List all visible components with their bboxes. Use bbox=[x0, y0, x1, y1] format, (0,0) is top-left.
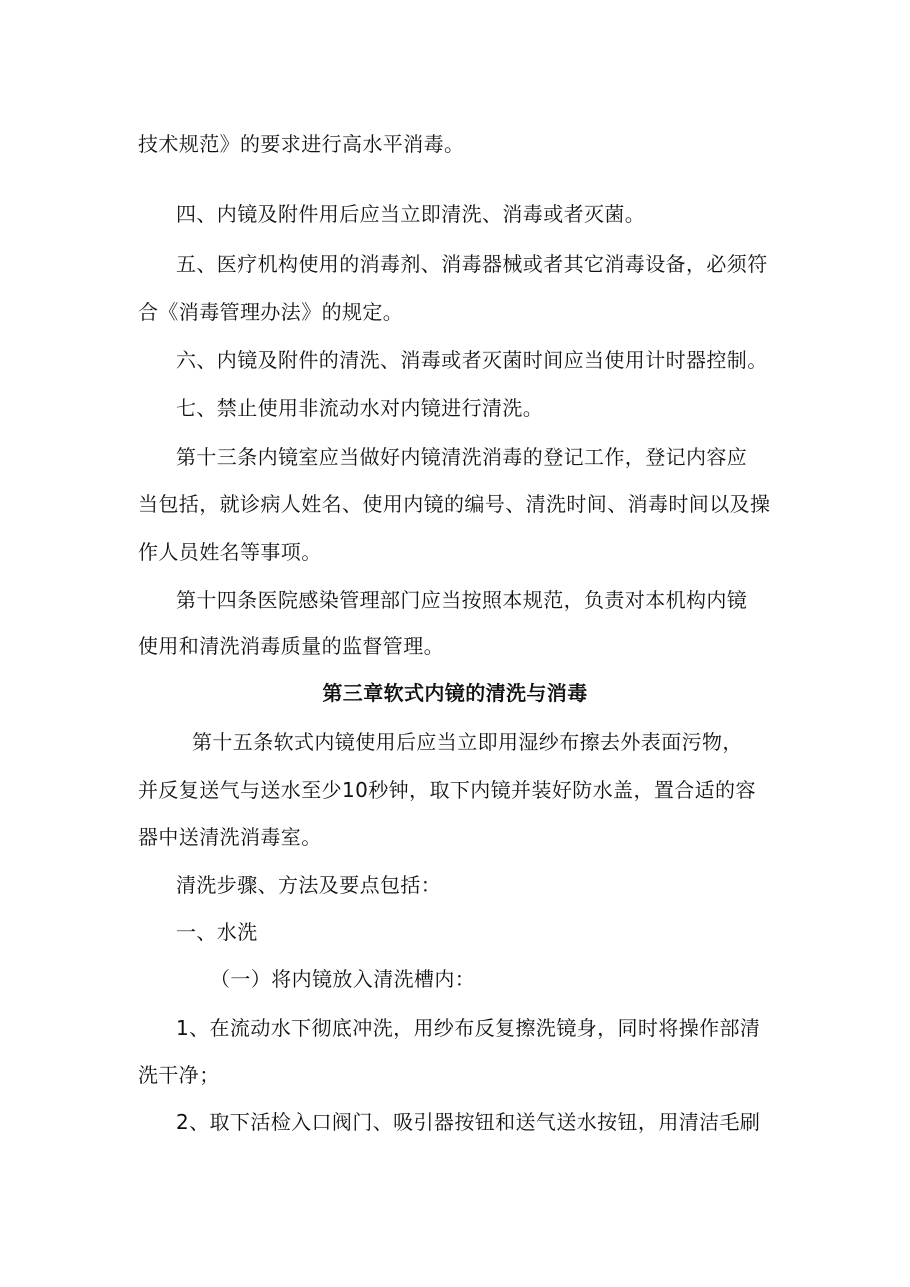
chapter-heading: 第三章软式内镜的清洗与消毒 bbox=[322, 681, 588, 705]
paragraph-line: 七、禁止使用非流动水对内镜进行清洗。 bbox=[176, 396, 544, 420]
paragraph-line: 第十三条内镜室应当做好内镜清洗消毒的登记工作，登记内容应 bbox=[176, 445, 748, 469]
paragraph-line: 作人员姓名等事项。 bbox=[138, 540, 322, 564]
paragraph-line: 技术规范》的要求进行高水平消毒。 bbox=[138, 132, 465, 156]
paragraph-line: 合《消毒管理办法》的规定。 bbox=[138, 300, 404, 324]
paragraph-line: 六、内镜及附件的清洗、消毒或者灭菌时间应当使用计时器控制。 bbox=[176, 348, 768, 372]
paragraph-line: 洗干净； bbox=[138, 1063, 220, 1087]
paragraph-line: 清洗步骤、方法及要点包括： bbox=[176, 873, 442, 897]
paragraph-line: 当包括，就诊病人姓名、使用内镜的编号、清洗时间、消毒时间以及操 bbox=[138, 492, 771, 516]
paragraph-line: 五、医疗机构使用的消毒剂、消毒器械或者其它消毒设备，必须符 bbox=[176, 252, 768, 276]
paragraph-line: （一）将内镜放入清洗槽内： bbox=[210, 967, 476, 991]
paragraph-line: 器中送清洗消毒室。 bbox=[138, 825, 322, 849]
paragraph-line: 2、取下活检入口阀门、吸引器按钮和送气送水按钮，用清洁毛刷 bbox=[176, 1110, 761, 1134]
paragraph-line: 并反复送气与送水至少10秒钟，取下内镜并装好防水盖，置合适的容 bbox=[138, 778, 756, 802]
paragraph-line: 1、在流动水下彻底冲洗，用纱布反复擦洗镜身，同时将操作部清 bbox=[176, 1016, 761, 1040]
paragraph-line: 第十五条软式内镜使用后应当立即用湿纱布擦去外表面污物， bbox=[192, 730, 743, 754]
paragraph-line: 第十四条医院感染管理部门应当按照本规范，负责对本机构内镜 bbox=[176, 588, 748, 612]
paragraph-line: 使用和清洗消毒质量的监督管理。 bbox=[138, 634, 444, 658]
paragraph-line: 一、水洗 bbox=[176, 920, 258, 944]
paragraph-line: 四、内镜及附件用后应当立即清洗、消毒或者灭菌。 bbox=[176, 202, 646, 226]
